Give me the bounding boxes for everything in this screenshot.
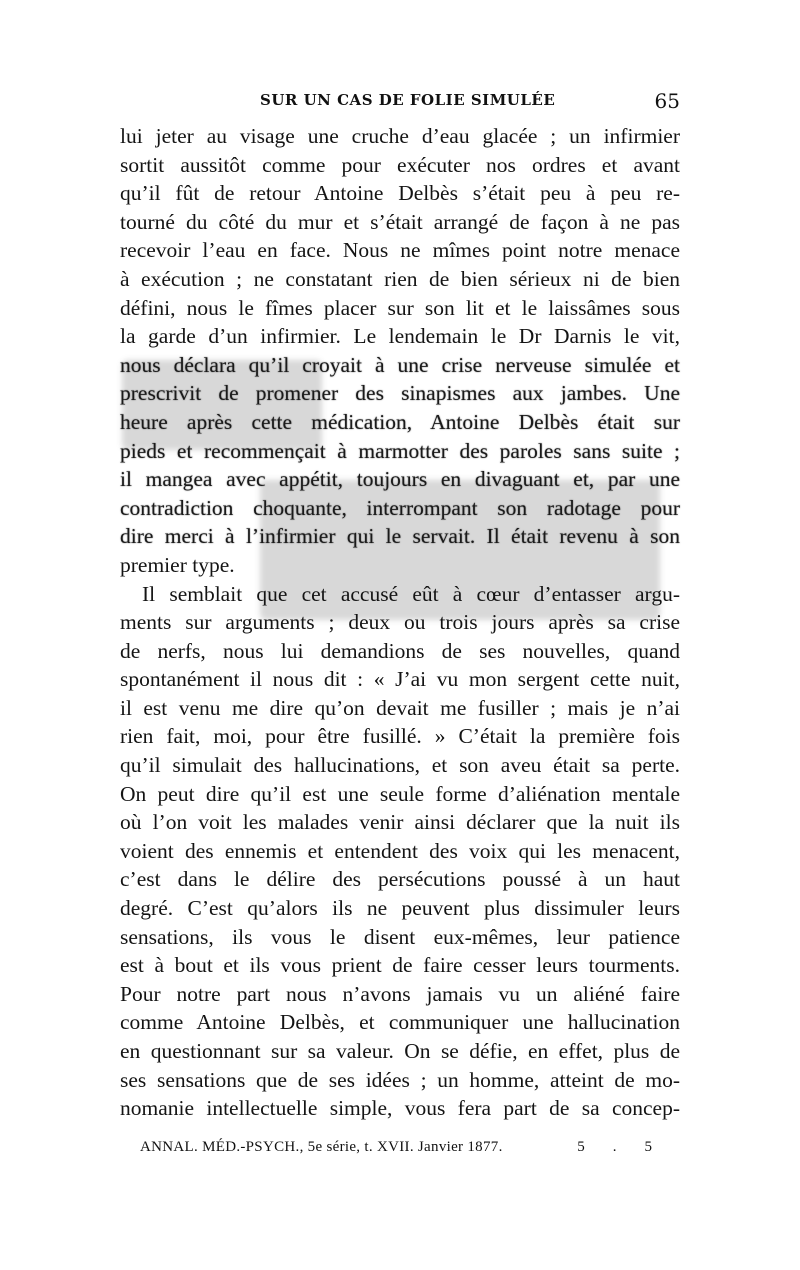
text-line: où l’on voit les malades venir ainsi déclarer que la nuit ils xyxy=(120,810,680,835)
running-head xyxy=(120,91,680,113)
signature-mark: 5. xyxy=(577,1139,645,1155)
text-line: voient des ennemis et entendent des voix qui les menacent, xyxy=(120,838,680,863)
text-line: recevoir l’eau en face. Nous ne mîmes point notre menace xyxy=(120,238,680,263)
text-line: c’est dans le délire des persécutions poussé à un haut xyxy=(120,867,680,892)
footer-citation: ANNAL. MÉD.-PSYCH., 5e série, t. XVII. Janvier 1877. xyxy=(140,1139,503,1155)
page-number: 65 xyxy=(654,89,680,113)
signature-marks xyxy=(577,1139,680,1156)
text-line: en questionnant sur sa valeur. On se défie, en effet, plus de xyxy=(120,1039,680,1063)
text-line: de nerfs, nous lui demandions de ses nouvelles, quand xyxy=(120,638,680,663)
text-line: est à bout et ils vous prient de faire cesser leurs tourments. xyxy=(120,953,680,978)
signature-mark: 5 xyxy=(644,1139,680,1155)
text-line: ses sensations que de ses idées ; un homme, atteint de mo- xyxy=(120,1067,680,1092)
text-line: défini, nous le fîmes placer sur son lit et le laissâmes sous xyxy=(120,295,680,320)
text-line: il mangea avec appétit, toujours en divaguant et, par une xyxy=(120,467,680,492)
text-line: sortit aussitôt comme pour exécuter nos ordres et avant xyxy=(120,152,680,177)
text-line: qu’il simulait des hallucinations, et son aveu était sa perte. xyxy=(120,753,680,778)
text-line: comme Antoine Delbès, et communiquer une hallucination xyxy=(120,1010,680,1035)
text-line: heure après cette médication, Antoine Delbès était sur xyxy=(120,409,680,434)
text-line: tourné du côté du mur et s’était arrangé de façon à ne pas xyxy=(120,209,680,234)
text-line: spontanément il nous dit : « J’ai vu mon sergent cette nuit, xyxy=(120,667,680,692)
text-line: On peut dire qu’il est une seule forme d’aliénation mentale xyxy=(120,781,680,806)
text-line: rien fait, moi, pour être fusillé. » C’était la première fois xyxy=(120,724,680,749)
text-line: ments sur arguments ; deux ou trois jours après sa crise xyxy=(120,610,680,635)
text-line: nomanie intellectuelle simple, vous fera part de sa concep- xyxy=(120,1096,680,1121)
text-line: degré. C’est qu’alors ils ne peuvent plus dissimuler leurs xyxy=(120,896,680,921)
text-line: la garde d’un infirmier. Le lendemain le Dr Darnis le vit, xyxy=(120,324,680,349)
text-line: il est venu me dire qu’on devait me fusiller ; mais je n’ai xyxy=(120,695,680,720)
text-line: à exécution ; ne constatant rien de bien sérieux ni de bien xyxy=(120,266,680,291)
page-footer xyxy=(140,1139,680,1161)
text-line: contradiction choquante, interrompant son radotage pour xyxy=(120,495,680,520)
text-line: lui jeter au visage une cruche d’eau glacée ; un infirmier xyxy=(120,124,680,148)
text-line: premier type. xyxy=(120,552,235,577)
text-line: prescrivit de promener des sinapismes aux jambes. Une xyxy=(120,381,680,406)
text-line: qu’il fût de retour Antoine Delbès s’était peu à peu re- xyxy=(120,181,680,206)
text-line: Il semblait que cet accusé eût à cœur d’entasser argu- xyxy=(142,581,680,606)
running-title: SUR UN CAS DE FOLIE SIMULÉE xyxy=(260,91,556,109)
text-line: dire merci à l’infirmier qui le servait. Il était revenu à son xyxy=(120,524,680,549)
text-line: nous déclara qu’il croyait à une crise nerveuse simulée et xyxy=(120,352,680,377)
text-line: pieds et recommençait à marmotter des paroles sans suite ; xyxy=(120,438,680,463)
text-line: sensations, ils vous le disent eux-mêmes, leur patience xyxy=(120,924,680,949)
body-text xyxy=(120,122,680,1123)
text-line: Pour notre part nous n’avons jamais vu un aliéné faire xyxy=(120,981,680,1006)
